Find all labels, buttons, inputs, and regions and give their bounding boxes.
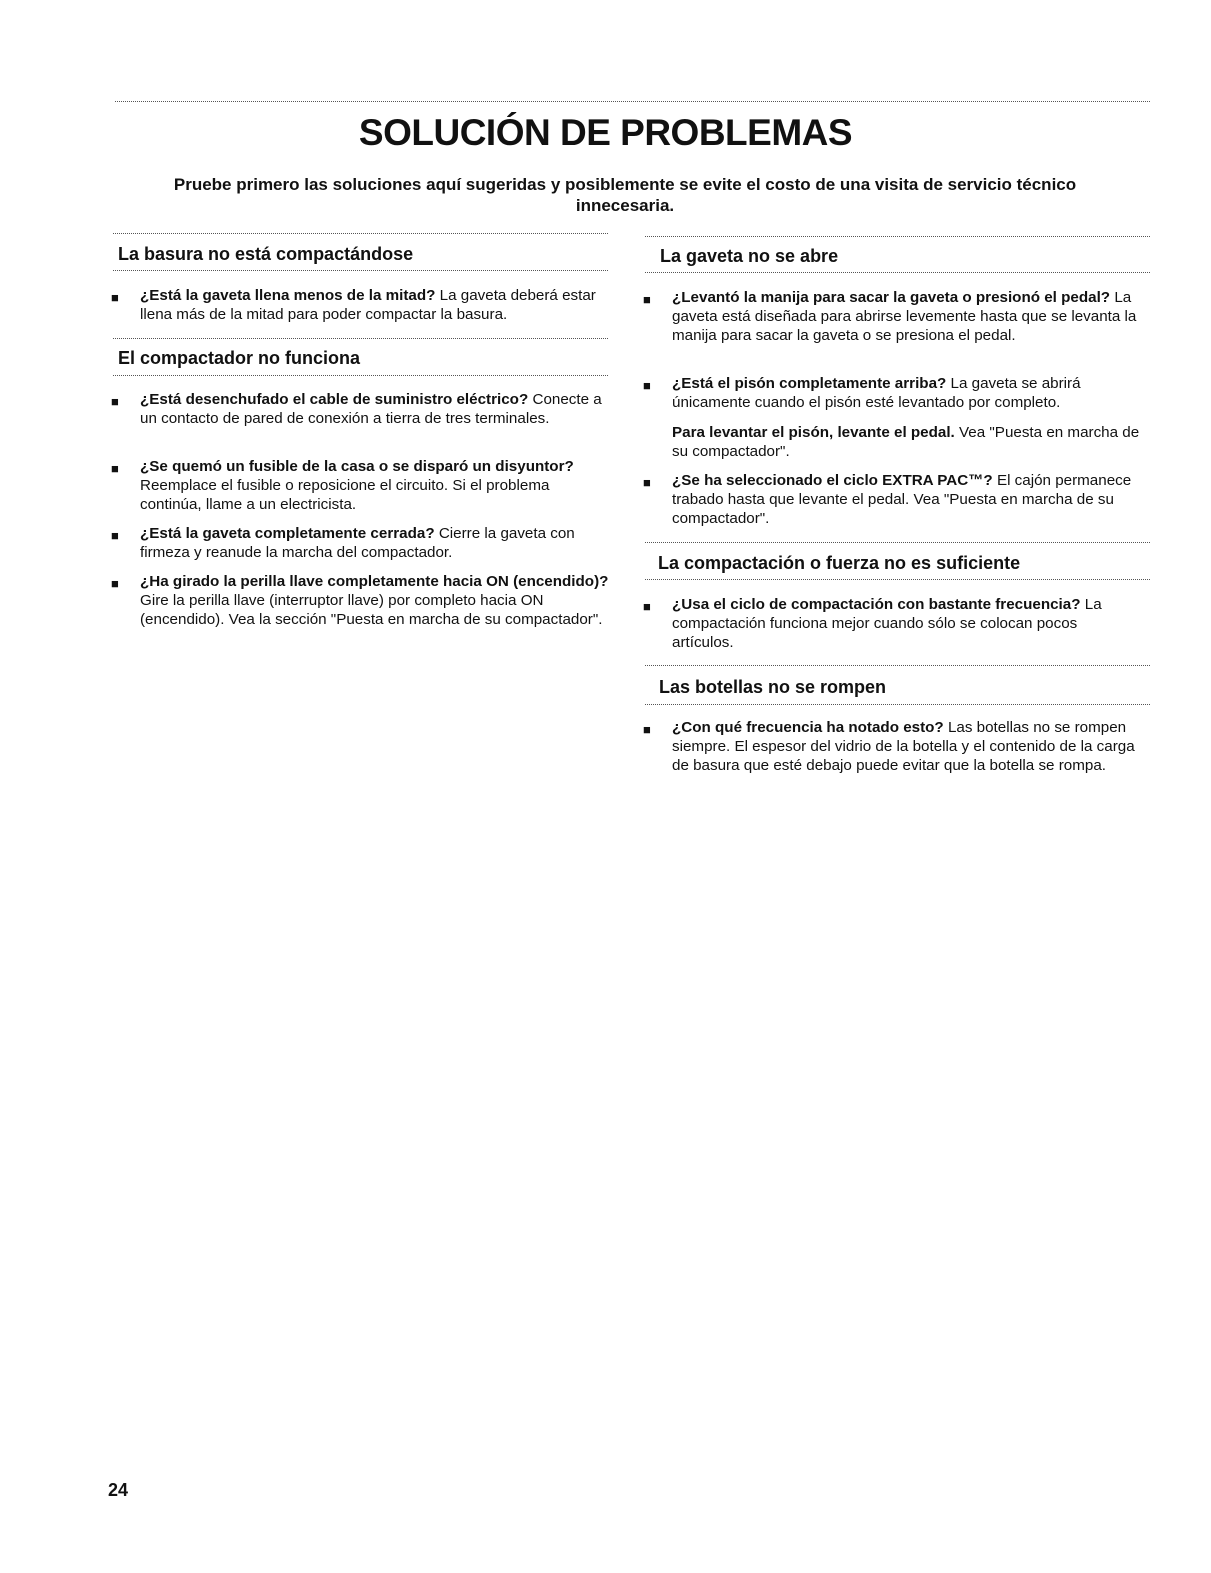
square-bullet-icon: ■ [111,394,119,409]
item-question: ¿Se ha seleccionado el ciclo EXTRA PAC™? [672,472,993,489]
page-title: SOLUCIÓN DE PROBLEMAS [358,112,853,153]
list-item [111,286,610,324]
square-bullet-icon: ■ [643,722,651,737]
list-item [111,524,610,562]
section-heading: La compactación o fuerza no es suficiente [658,553,1021,573]
page-number: 24 [108,1480,129,1500]
section-rule-top [113,233,608,234]
item-question: ¿Se quemó un fusible de la casa o se disparó un disyuntor? [140,458,574,475]
item-answer: Reemplace el fusible o reposicione el circuito. Si el problema continúa, llame a un electricista. [140,477,550,513]
section-heading: El compactador no funciona [118,348,361,368]
item-answer: La compactación funciona mejor cuando sólo se colocan pocos artículos. [672,596,1102,651]
item-question: ¿Está la gaveta completamente cerrada? [140,525,435,542]
note-text: Vea "Puesta en marcha de su compactador". [672,424,1140,460]
item-question: ¿Está desenchufado el cable de suministro eléctrico? [140,391,529,408]
list-item [111,457,610,514]
section-heading: La basura no está compactándose [118,244,414,264]
note-bold: Para levantar el pisón, levante el pedal. [672,424,955,441]
item-answer: El cajón permanece trabado hasta que levante el pedal. Vea "Puesta en marcha de su compactador". [672,472,1132,527]
item-answer: Las botellas no se rompen siempre. El espesor del vidrio de la botella y el contenido de la carga de basura que esté debajo puede evitar que la botella se rompa. [672,719,1135,774]
square-bullet-icon: ■ [643,475,651,490]
item-note [672,423,1142,461]
section-rule-top [645,542,1150,543]
section-heading: Las botellas no se rompen [659,677,887,697]
intro-text: Pruebe primero las soluciones aquí sugeridas y posiblemente se evite el costo de una visita de servicio técnico innecesaria. [173,175,1077,215]
item-question: ¿Está el pisón completamente arriba? [672,375,947,392]
item-answer: Conecte a un contacto de pared de conexión a tierra de tres terminales. [140,391,602,427]
square-bullet-icon: ■ [643,378,651,393]
section-rule-bottom [645,579,1150,580]
section-rule-bottom [113,375,608,376]
list-item [643,595,1142,652]
square-bullet-icon: ■ [643,292,651,307]
square-bullet-icon: ■ [111,528,119,543]
section-heading: La gaveta no se abre [660,246,839,266]
item-question: ¿Está la gaveta llena menos de la mitad? [140,287,436,304]
item-question: ¿Ha girado la perilla llave completamente hacia ON (encendido)? [140,573,609,590]
item-answer: La gaveta deberá estar llena más de la mitad para poder compactar la basura. [140,287,596,323]
item-question: ¿Con qué frecuencia ha notado esto? [672,719,944,736]
square-bullet-icon: ■ [111,461,119,476]
item-answer: Cierre la gaveta con firmeza y reanude la marcha del compactador. [140,525,575,561]
square-bullet-icon: ■ [111,576,119,591]
square-bullet-icon: ■ [643,599,651,614]
square-bullet-icon: ■ [111,290,119,305]
item-question: ¿Levantó la manija para sacar la gaveta o presionó el pedal? [672,289,1111,306]
item-answer: La gaveta se abrirá únicamente cuando el pisón esté levantado por completo. [672,375,1081,411]
top-rule [115,101,1150,102]
section-rule-top [113,338,608,339]
list-item [111,572,610,629]
item-answer: Gire la perilla llave (interruptor llave) por completo hacia ON (encendido). Vea la sección "Puesta en marcha de su compactador". [140,592,603,628]
list-item [643,374,1142,412]
section-rule-bottom [645,272,1150,273]
list-item [643,471,1142,528]
item-answer: La gaveta está diseñada para abrirse levemente hasta que se levanta la manija para sacar la gaveta o se presiona el pedal. [672,289,1137,344]
item-question: ¿Usa el ciclo de compactación con bastante frecuencia? [672,596,1081,613]
section-rule-top [645,665,1150,666]
section-rule-bottom [645,704,1150,705]
list-item [643,718,1142,775]
section-rule-top [645,236,1150,237]
section-rule-bottom [113,270,608,271]
list-item [111,390,610,428]
list-item [643,288,1142,345]
